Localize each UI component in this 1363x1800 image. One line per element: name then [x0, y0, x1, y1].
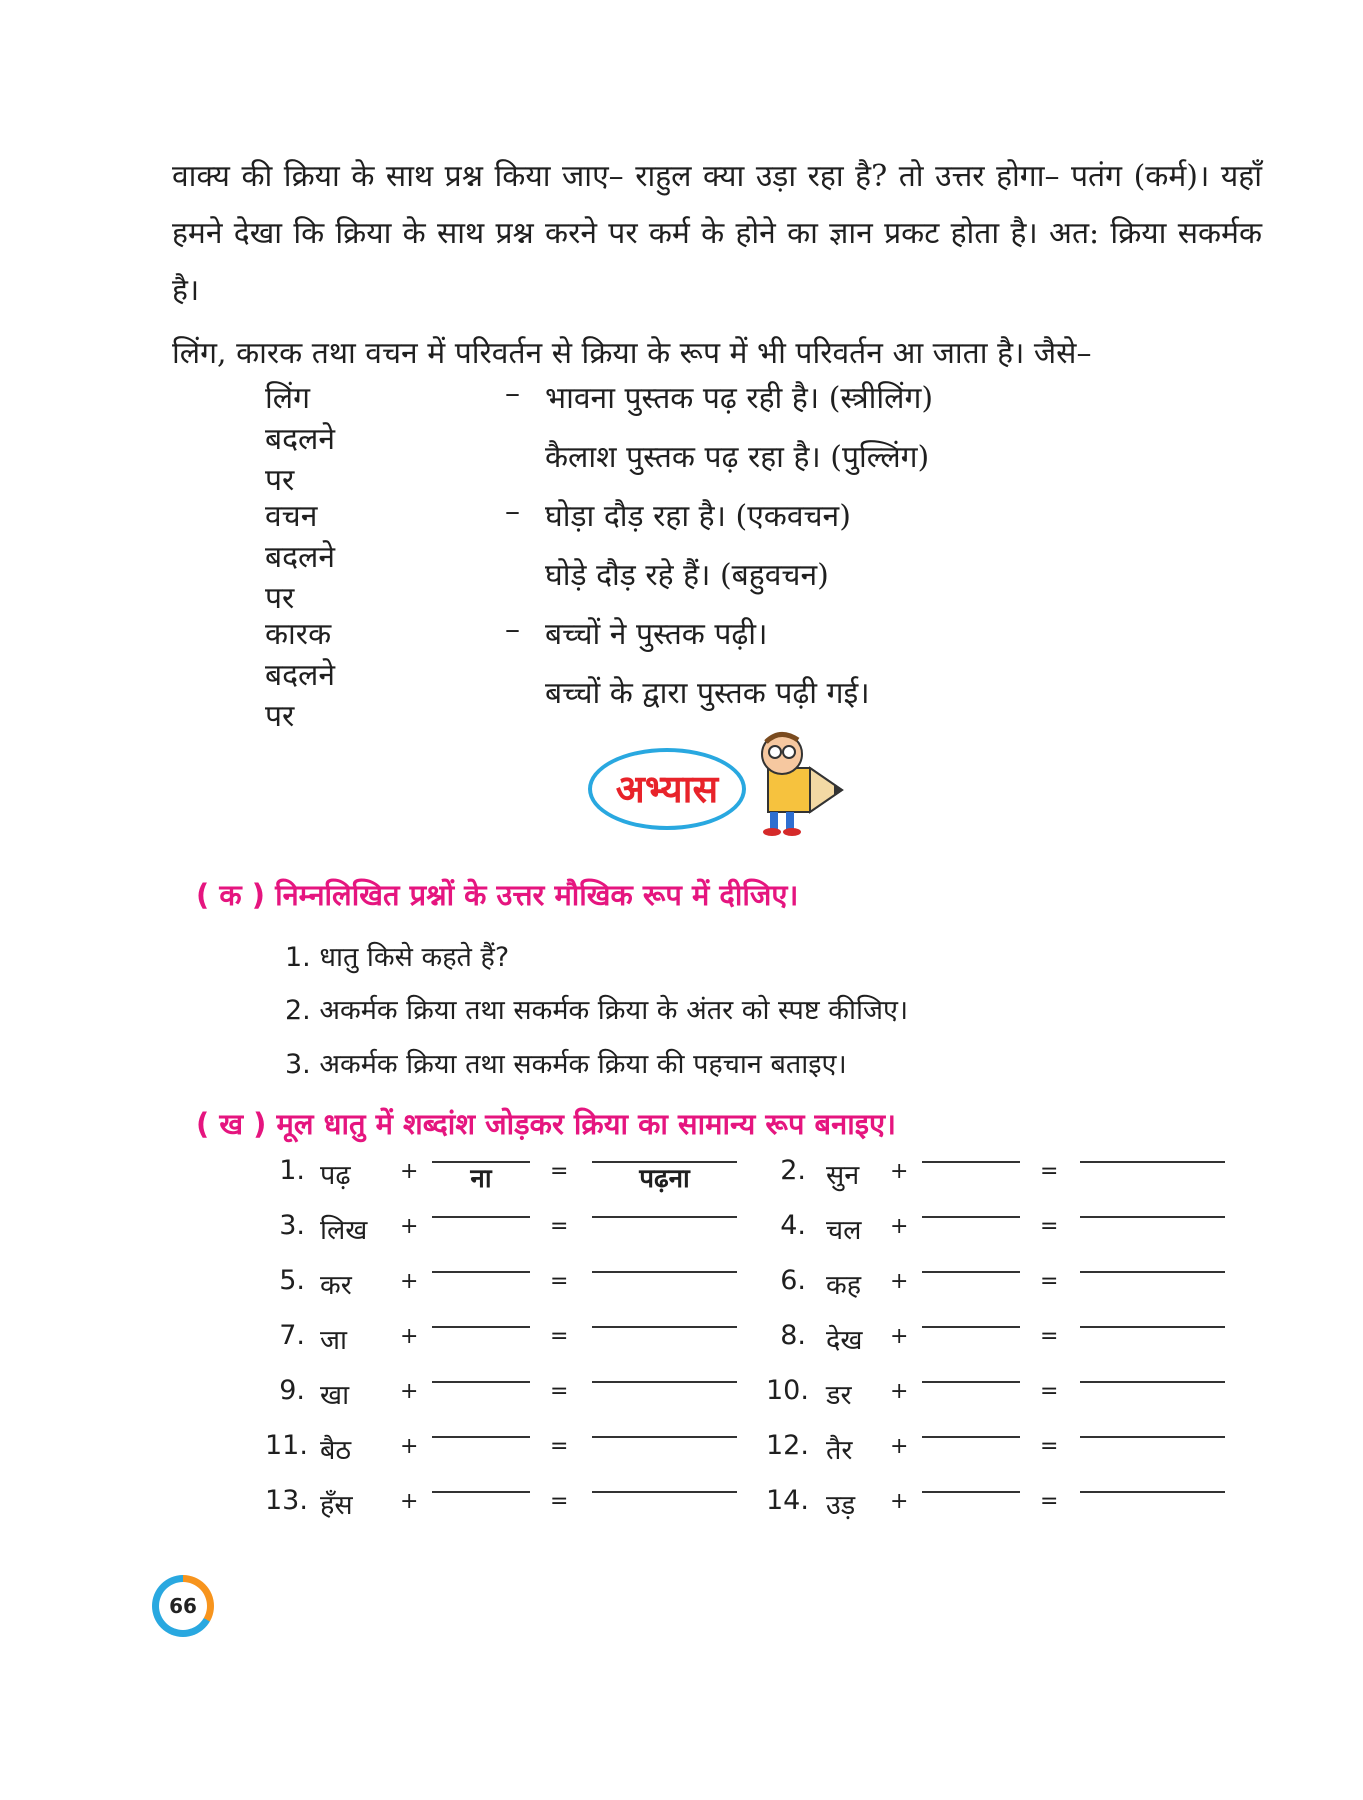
plus-sign: +: [890, 1159, 909, 1184]
suffix-blank[interactable]: [922, 1381, 1020, 1383]
item-number: 10.: [766, 1375, 809, 1406]
suffix-blank[interactable]: [922, 1436, 1020, 1438]
page-number: 66: [159, 1582, 207, 1630]
suffix-blank[interactable]: [432, 1436, 530, 1438]
result-blank[interactable]: [1080, 1381, 1225, 1383]
equals-sign: =: [550, 1434, 569, 1459]
plus-sign: +: [400, 1379, 419, 1404]
root-word: हँस: [320, 1490, 353, 1521]
example-label: लिंग बदलने पर: [265, 381, 336, 498]
example-dash: –: [505, 376, 520, 411]
question-3: 3. अकर्मक क्रिया तथा सकर्मक क्रिया की पहचान बताइए।: [285, 1049, 847, 1080]
abhyas-badge: [588, 748, 746, 830]
equals-sign: =: [550, 1324, 569, 1349]
result-blank[interactable]: [1080, 1436, 1225, 1438]
equals-sign: =: [1040, 1489, 1059, 1514]
item-number: 3.: [279, 1210, 305, 1241]
item-number: 11.: [265, 1430, 308, 1461]
item-number: 9.: [279, 1375, 305, 1406]
equals-sign: =: [550, 1214, 569, 1239]
item-number: 2.: [780, 1155, 806, 1186]
plus-sign: +: [400, 1269, 419, 1294]
example-text: बच्चों ने पुस्तक पढ़ी।: [545, 617, 768, 652]
equals-sign: =: [1040, 1434, 1059, 1459]
root-word: कह: [826, 1270, 862, 1301]
example-dash: –: [505, 494, 520, 529]
result-blank[interactable]: [1080, 1491, 1225, 1493]
item-number: 4.: [780, 1210, 806, 1241]
root-word: कर: [320, 1270, 352, 1301]
example-label: वचन बदलने पर: [265, 499, 336, 616]
item-number: 1.: [279, 1155, 305, 1186]
suffix-blank[interactable]: [432, 1381, 530, 1383]
root-word: पढ़: [320, 1160, 351, 1191]
item-number: 12.: [766, 1430, 809, 1461]
item-number: 7.: [279, 1320, 305, 1351]
example-text: भावना पुस्तक पढ़ रही है। (स्त्रीलिंग): [545, 381, 934, 416]
equals-sign: =: [550, 1269, 569, 1294]
root-word: डर: [826, 1380, 852, 1411]
equals-sign: =: [1040, 1214, 1059, 1239]
root-word: लिख: [320, 1215, 368, 1246]
section-kha-heading: ( ख ) मूल धातु में शब्दांश जोड़कर क्रिया का सामान्य रूप बनाइए।: [196, 1107, 896, 1141]
equals-sign: =: [1040, 1324, 1059, 1349]
intro-text: [172, 148, 1262, 382]
result-blank[interactable]: [1080, 1326, 1225, 1328]
plus-sign: +: [400, 1324, 419, 1349]
item-number: 14.: [766, 1485, 809, 1516]
plus-sign: +: [890, 1214, 909, 1239]
root-word: सुन: [826, 1160, 860, 1191]
result-blank[interactable]: [592, 1436, 737, 1438]
result-answer: पढ़ना: [639, 1164, 690, 1194]
suffix-blank[interactable]: [432, 1326, 530, 1328]
equals-sign: =: [550, 1379, 569, 1404]
result-blank[interactable]: [592, 1216, 737, 1218]
section-ka-heading: ( क ) निम्नलिखित प्रश्नों के उत्तर मौखिक रूप में दीजिए।: [196, 878, 799, 912]
plus-sign: +: [400, 1214, 419, 1239]
example-text: घोड़ा दौड़ रहा है। (एकवचन): [545, 499, 851, 534]
intro-paragraph-1: वाक्य की क्रिया के साथ प्रश्न किया जाए– राहुल क्या उड़ा रहा है? तो उत्तर होगा– पतंग (कर्म)। यहाँ हमने देखा कि क्रिया के साथ प्रश्न करने पर कर्म के होने का ज्ञान प्रकट होता है। अत: क्रिया सकर्मक है।: [172, 159, 1262, 308]
item-number: 8.: [780, 1320, 806, 1351]
page-number-badge: [152, 1575, 214, 1637]
result-blank[interactable]: [1080, 1161, 1225, 1163]
result-blank[interactable]: [1080, 1271, 1225, 1273]
suffix-blank[interactable]: [922, 1216, 1020, 1218]
result-blank[interactable]: [592, 1491, 737, 1493]
root-word: चल: [826, 1215, 862, 1246]
plus-sign: +: [400, 1434, 419, 1459]
suffix-blank[interactable]: [922, 1326, 1020, 1328]
plus-sign: +: [400, 1159, 419, 1184]
result-blank[interactable]: [592, 1326, 737, 1328]
equals-sign: =: [1040, 1269, 1059, 1294]
root-word: बैठ: [320, 1435, 352, 1466]
example-label: कारक बदलने पर: [265, 617, 336, 734]
root-word: देख: [826, 1325, 863, 1356]
pencil-mascot-icon: [750, 728, 845, 838]
result-blank[interactable]: [1080, 1216, 1225, 1218]
plus-sign: +: [890, 1269, 909, 1294]
example-text: बच्चों के द्वारा पुस्तक पढ़ी गई।: [545, 676, 870, 711]
plus-sign: +: [890, 1489, 909, 1514]
equals-sign: =: [550, 1159, 569, 1184]
item-number: 5.: [279, 1265, 305, 1296]
item-number: 13.: [265, 1485, 308, 1516]
suffix-blank[interactable]: [432, 1216, 530, 1218]
question-2: 2. अकर्मक क्रिया तथा सकर्मक क्रिया के अंतर को स्पष्ट कीजिए।: [285, 995, 909, 1026]
item-number: 6.: [780, 1265, 806, 1296]
intro-paragraph-2: लिंग, कारक तथा वचन में परिवर्तन से क्रिया के रूप में भी परिवर्तन आ जाता है। जैसे–: [172, 336, 1092, 371]
result-blank[interactable]: [592, 1381, 737, 1383]
result-blank[interactable]: [592, 1271, 737, 1273]
suffix-blank[interactable]: [432, 1491, 530, 1493]
example-text: घोड़े दौड़ रहे हैं। (बहुवचन): [545, 558, 829, 593]
question-1: 1. धातु किसे कहते हैं?: [285, 942, 510, 973]
plus-sign: +: [890, 1379, 909, 1404]
suffix-blank[interactable]: [922, 1491, 1020, 1493]
plus-sign: +: [400, 1489, 419, 1514]
root-word: उड़: [826, 1490, 856, 1521]
equals-sign: =: [550, 1489, 569, 1514]
suffix-answer: ना: [470, 1164, 492, 1194]
suffix-blank[interactable]: [922, 1271, 1020, 1273]
example-dash: –: [505, 612, 520, 647]
suffix-blank[interactable]: [922, 1161, 1020, 1163]
example-text: कैलाश पुस्तक पढ़ रहा है। (पुल्लिंग): [545, 440, 930, 475]
equals-sign: =: [1040, 1379, 1059, 1404]
plus-sign: +: [890, 1434, 909, 1459]
root-word: तैर: [826, 1435, 853, 1466]
root-word: खा: [320, 1380, 350, 1411]
equals-sign: =: [1040, 1159, 1059, 1184]
plus-sign: +: [890, 1324, 909, 1349]
suffix-blank[interactable]: [432, 1271, 530, 1273]
badge-label: अभ्यास: [615, 767, 719, 811]
root-word: जा: [320, 1325, 348, 1356]
